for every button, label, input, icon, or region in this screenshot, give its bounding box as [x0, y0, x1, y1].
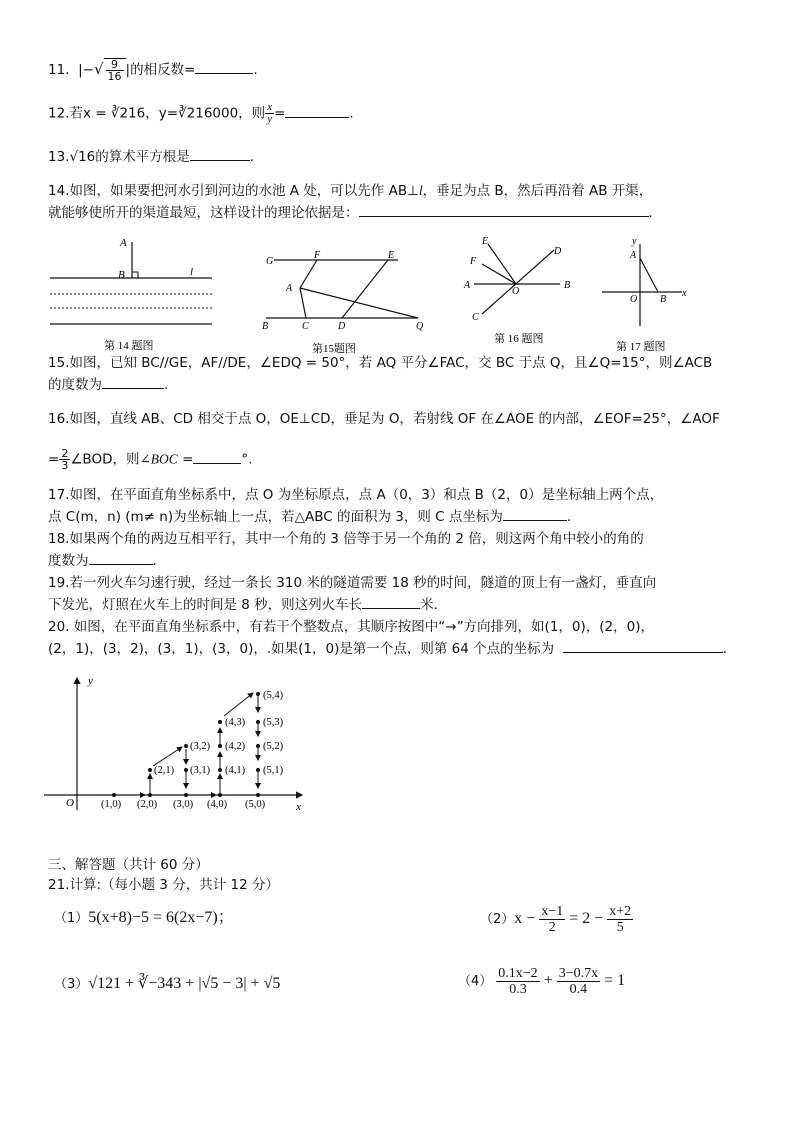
label-A: A [464, 280, 471, 291]
question-13: 13.√16的算术平方根是 . [48, 146, 748, 168]
label-A: A [630, 250, 637, 261]
point-label: (1,0) [101, 799, 122, 810]
fraction: $\frac{3-0.7x}{0.4}$ [558, 966, 599, 997]
question-16: 16.如图，直线 AB、CD 相交于点 O，OE⊥CD，垂足为 O，若射线 OF 在∠AOE 的内部，∠EOF=25°，∠AOF [48, 411, 720, 427]
axis-x-label: x [296, 801, 301, 813]
point-label: (3,0) [173, 799, 194, 810]
question-16-cont: = $\frac{2}{3}$ ∠BOD，则∠BOC = °. [48, 447, 253, 472]
point-label: (4,2) [225, 741, 246, 752]
label-F: F [470, 256, 477, 267]
label-A: A [120, 237, 127, 249]
figure-20 [44, 670, 314, 816]
point-label: (5,4) [263, 690, 284, 701]
section-3-title: 三、解答题（共计 60 分） [48, 857, 209, 873]
point-label: (2,1) [154, 765, 175, 776]
origin-label: O [66, 797, 74, 809]
point-label: (5,3) [263, 717, 284, 728]
label-Q: Q [416, 321, 424, 332]
label-D: D [554, 246, 562, 257]
label-B: B [118, 269, 125, 281]
question-20: 20. 如图，在平面直角坐标系中，有若干个整数点，其顺序按图中“→”方向排列，如(1，0)，(2，0)， (2，1)，(3，2)，(3，1)，(3，0)，.如果(1，0)是第一个点，则第 64 个点的坐标为 . [48, 619, 728, 657]
calc-4: （4） $\frac{0.1x-2}{0.3}$ + $\frac{3-0.7x}{0.4}$ = 1 [458, 966, 626, 997]
label-x: x [682, 288, 687, 299]
calc-1: （1）5(x+8)−5 = 6(2x−7)； [54, 909, 234, 926]
answer-blank[interactable] [193, 449, 241, 464]
fraction: $\frac{0.1x-2}{0.3}$ [498, 966, 538, 997]
answer-blank[interactable] [563, 638, 723, 653]
question-17: 17.如图，在平面直角坐标系中，点 O 为坐标原点，点 A（0，3）和点 B（2，0）是坐标轴上两个点， 点 C(m，n) (m≠ n)为坐标轴上一点，若△ABC 的面积为 3，则 C 点坐标为 . [48, 487, 664, 525]
label-A: A [286, 283, 293, 294]
point-label: (5,0) [245, 799, 266, 810]
question-12: 12.若x = ∛216，y=∛216000，则 $\frac{x}{y}$ = . [48, 101, 354, 125]
fraction: $\frac{x}{y}$ [267, 101, 273, 125]
label-O: O [630, 294, 638, 305]
question-21: 21.计算:（每小题 3 分，共计 12 分） [48, 877, 279, 893]
question-19: 19.若一列火车匀速行驶，经过一条长 310 米的隧道需要 18 秒的时间，隧道的顶上有一盏灯，垂直向 下发光，灯照在火车上的时间是 8 秒，则这列火车长 米. [48, 575, 657, 613]
calc-2: （2）x − $\frac{x-1}{2}$ = 2 − $\frac{x+2}{5}$ [480, 904, 632, 935]
label-E: E [388, 250, 395, 261]
point-label: (5,1) [263, 765, 284, 776]
caption: 第 17 题图 [616, 341, 666, 353]
answer-blank[interactable] [89, 550, 153, 565]
fraction: $\frac{9}{16}$ [104, 58, 126, 82]
question-15: 15.如图，已知 BC//GE，AF//DE，∠EDQ = 50°，若 AQ 平分∠FAC，交 BC 于点 Q，且∠Q=15°，则∠ACB 的度数为 . [48, 355, 713, 393]
point-label: (3,1) [190, 765, 211, 776]
figure-16 [460, 232, 580, 350]
caption: 第15题图 [312, 343, 356, 355]
point-label: (3,2) [190, 741, 211, 752]
label-B: B [564, 280, 571, 291]
axis-y-label: y [88, 675, 93, 687]
question-11: 11. |−√ $\frac{9}{16}$ |的相反数= . [48, 58, 258, 83]
label-l: l [190, 266, 194, 278]
point-label: (2,0) [137, 799, 158, 810]
point-label: (4,3) [225, 717, 246, 728]
label-E: E [482, 236, 489, 247]
figure-15 [256, 248, 436, 356]
answer-blank[interactable] [190, 146, 250, 161]
answer-blank[interactable] [102, 374, 164, 389]
figure-17 [598, 234, 698, 354]
answer-blank[interactable] [503, 506, 567, 521]
question-14: 14.如图，如果要把河水引到河边的水池 A 处，可以先作 AB⊥l，垂足为点 B，然后再沿着 AB 开渠， 就能够使所开的渠道最短，这样设计的理论依据是： . [48, 183, 653, 221]
answer-blank[interactable] [285, 103, 349, 118]
answer-blank[interactable] [362, 594, 420, 609]
calc-3: （3）√121 + ∛−343 + |√5 − 3| + √5 [54, 975, 281, 992]
label-B: B [660, 294, 667, 305]
figure-14 [48, 232, 218, 354]
answer-blank[interactable] [195, 59, 253, 74]
label-D: D [338, 321, 346, 332]
point-label: (4,1) [225, 765, 246, 776]
point-label: (5,2) [263, 741, 284, 752]
label-B: B [262, 321, 269, 332]
label-y: y [632, 236, 637, 247]
point-label: (4,0) [207, 799, 228, 810]
caption: 第 14 题图 [104, 340, 154, 352]
label-G: G [266, 256, 274, 267]
label-C: C [472, 312, 479, 323]
label-F: F [314, 250, 321, 261]
answer-blank[interactable] [359, 202, 649, 217]
fraction: $\frac{x-1}{2}$ [541, 904, 564, 935]
fraction: $\frac{2}{3}$ [61, 447, 69, 472]
label-C: C [302, 321, 309, 332]
caption: 第 16 题图 [494, 333, 544, 345]
question-18: 18.如果两个角的两边互相平行，其中一个角的 3 倍等于另一个角的 2 倍，则这两个角中较小的角的 度数为 . [48, 531, 644, 569]
label-O: O [512, 286, 520, 297]
fraction: $\frac{x+2}{5}$ [609, 904, 632, 935]
